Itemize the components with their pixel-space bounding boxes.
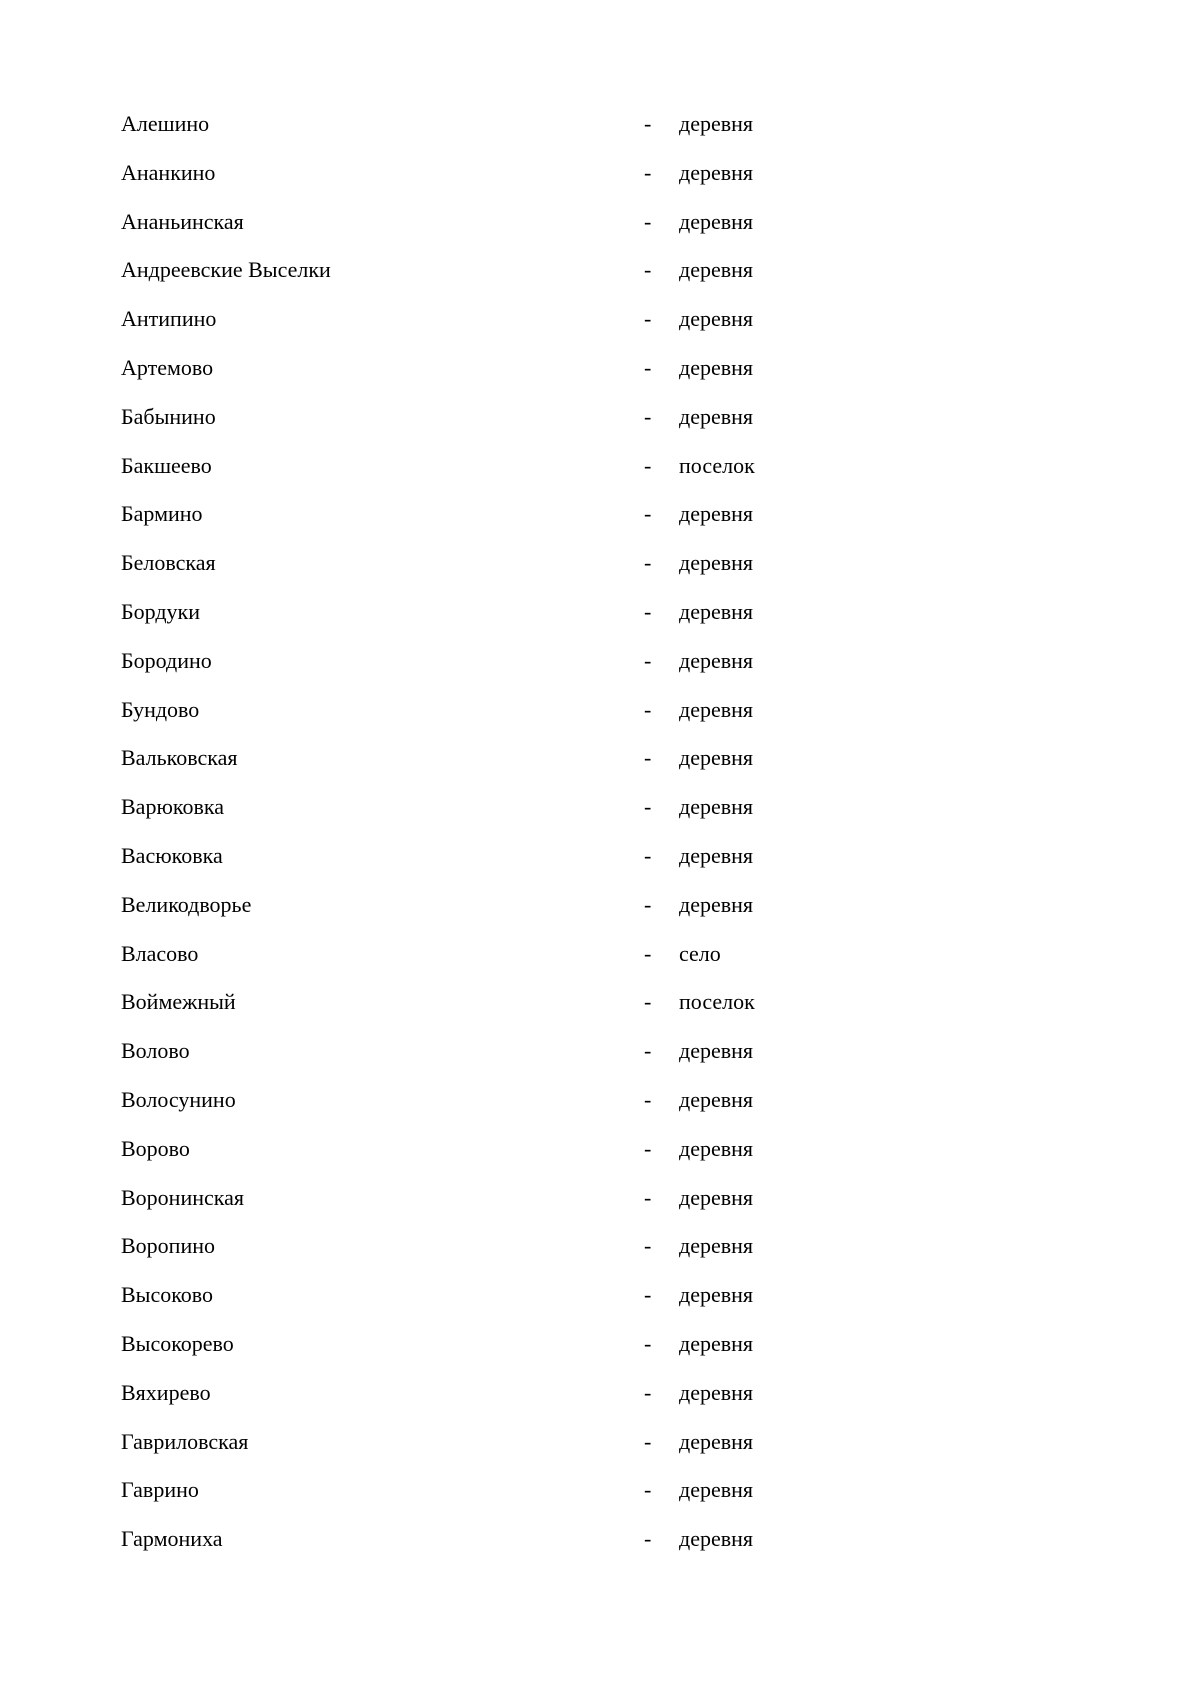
separator-dash: -	[644, 208, 652, 234]
settlement-name: Беловская	[121, 550, 216, 576]
separator-dash: -	[644, 940, 652, 966]
settlement-type: деревня	[679, 647, 754, 673]
settlement-type: деревня	[679, 696, 754, 722]
separator-dash: -	[644, 647, 652, 673]
settlement-name: Высоково	[121, 1282, 214, 1308]
settlement-name: Гавриловская	[121, 1428, 249, 1454]
settlement-name: Алешино	[121, 111, 210, 136]
settlement-name: Васюковка	[121, 842, 223, 868]
settlement-name: Воропино	[121, 1233, 215, 1259]
settlement-type: деревня	[679, 354, 754, 380]
separator-dash: -	[644, 159, 652, 185]
settlement-row	[121, 1085, 1021, 1134]
separator-dash: -	[644, 745, 652, 771]
settlement-name: Ананкино	[121, 159, 216, 185]
settlement-row	[121, 1036, 1021, 1085]
settlement-row	[121, 646, 1021, 695]
settlement-type: деревня	[679, 1330, 754, 1356]
separator-dash: -	[644, 1477, 652, 1503]
separator-dash: -	[644, 891, 652, 917]
settlement-row	[121, 304, 1021, 353]
settlement-type: деревня	[679, 1135, 754, 1161]
settlement-name: Андреевские Выселки	[121, 257, 331, 283]
settlement-row	[121, 255, 1021, 304]
settlement-name: Бакшеево	[121, 452, 212, 478]
settlement-type: деревня	[679, 745, 754, 771]
settlement-name: Бордуки	[121, 598, 200, 624]
separator-dash: -	[644, 1184, 652, 1210]
settlement-type: деревня	[679, 1379, 754, 1405]
settlement-name: Ворово	[121, 1135, 190, 1161]
settlement-name: Гармониха	[121, 1526, 223, 1552]
settlement-name: Высокорево	[121, 1330, 234, 1356]
settlement-row	[121, 353, 1021, 402]
settlement-row	[121, 792, 1021, 841]
settlement-type: село	[679, 940, 721, 966]
settlement-type: деревня	[679, 257, 754, 283]
settlement-type: деревня	[679, 550, 754, 576]
settlement-row	[121, 1134, 1021, 1183]
separator-dash: -	[644, 257, 652, 283]
settlement-row	[121, 695, 1021, 744]
separator-dash: -	[644, 598, 652, 624]
settlement-name: Гаврино	[121, 1477, 199, 1503]
settlement-type: деревня	[679, 1282, 754, 1308]
settlement-type: деревня	[679, 403, 754, 429]
settlement-row	[121, 548, 1021, 597]
settlement-type: деревня	[679, 1428, 754, 1454]
settlement-name: Воронинская	[121, 1184, 244, 1210]
settlement-name: Артемово	[121, 354, 214, 380]
settlement-row	[121, 499, 1021, 548]
settlement-row	[121, 207, 1021, 256]
settlement-row	[121, 1524, 1021, 1573]
settlement-name: Бабынино	[121, 403, 216, 429]
settlement-row	[121, 939, 1021, 988]
settlement-list	[121, 109, 1021, 1573]
separator-dash: -	[644, 1282, 652, 1308]
settlement-type: деревня	[679, 159, 754, 185]
settlement-row	[121, 1183, 1021, 1232]
settlement-row	[121, 402, 1021, 451]
settlement-row	[121, 451, 1021, 500]
separator-dash: -	[644, 1330, 652, 1356]
settlement-row	[121, 158, 1021, 207]
settlement-type: деревня	[679, 1038, 754, 1064]
settlement-row	[121, 1280, 1021, 1329]
settlement-name: Великодворье	[121, 891, 252, 917]
settlement-type: деревня	[679, 794, 754, 820]
settlement-name: Бородино	[121, 647, 212, 673]
separator-dash: -	[644, 550, 652, 576]
settlement-type: деревня	[679, 111, 754, 136]
settlement-name: Бармино	[121, 501, 203, 527]
settlement-row	[121, 841, 1021, 890]
settlement-row	[121, 1329, 1021, 1378]
separator-dash: -	[644, 111, 652, 136]
separator-dash: -	[644, 1379, 652, 1405]
settlement-type: деревня	[679, 1086, 754, 1112]
settlement-type: деревня	[679, 1477, 754, 1503]
settlement-row	[121, 1475, 1021, 1524]
settlement-name: Волосунино	[121, 1086, 236, 1112]
separator-dash: -	[644, 1086, 652, 1112]
settlement-name: Вяхирево	[121, 1379, 211, 1405]
settlement-type: деревня	[679, 1184, 754, 1210]
settlement-row	[121, 987, 1021, 1036]
settlement-type: деревня	[679, 1233, 754, 1259]
separator-dash: -	[644, 1038, 652, 1064]
settlement-row	[121, 597, 1021, 646]
settlement-type: деревня	[679, 891, 754, 917]
settlement-type: деревня	[679, 208, 754, 234]
settlement-name: Волово	[121, 1038, 190, 1064]
separator-dash: -	[644, 1233, 652, 1259]
separator-dash: -	[644, 1428, 652, 1454]
separator-dash: -	[644, 452, 652, 478]
settlement-type: деревня	[679, 306, 754, 332]
settlement-type: поселок	[679, 452, 755, 478]
separator-dash: -	[644, 794, 652, 820]
separator-dash: -	[644, 1526, 652, 1552]
settlement-row	[121, 743, 1021, 792]
settlement-type: деревня	[679, 501, 754, 527]
separator-dash: -	[644, 696, 652, 722]
settlement-name: Антипино	[121, 306, 217, 332]
separator-dash: -	[644, 501, 652, 527]
separator-dash: -	[644, 403, 652, 429]
separator-dash: -	[644, 306, 652, 332]
separator-dash: -	[644, 989, 652, 1015]
settlement-type: деревня	[679, 598, 754, 624]
settlement-name: Бундово	[121, 696, 200, 722]
settlement-row	[121, 1231, 1021, 1280]
separator-dash: -	[644, 1135, 652, 1161]
settlement-name: Воймежный	[121, 989, 236, 1015]
settlement-type: деревня	[679, 842, 754, 868]
settlement-row	[121, 890, 1021, 939]
settlement-type: поселок	[679, 989, 755, 1015]
separator-dash: -	[644, 842, 652, 868]
separator-dash: -	[644, 354, 652, 380]
settlement-row	[121, 1378, 1021, 1427]
settlement-name: Вальковская	[121, 745, 238, 771]
settlement-name: Власово	[121, 940, 199, 966]
settlement-row	[121, 109, 1021, 158]
settlement-type: деревня	[679, 1526, 754, 1552]
settlement-name: Ананьинская	[121, 208, 244, 234]
settlement-row	[121, 1427, 1021, 1476]
settlement-name: Варюковка	[121, 794, 224, 820]
